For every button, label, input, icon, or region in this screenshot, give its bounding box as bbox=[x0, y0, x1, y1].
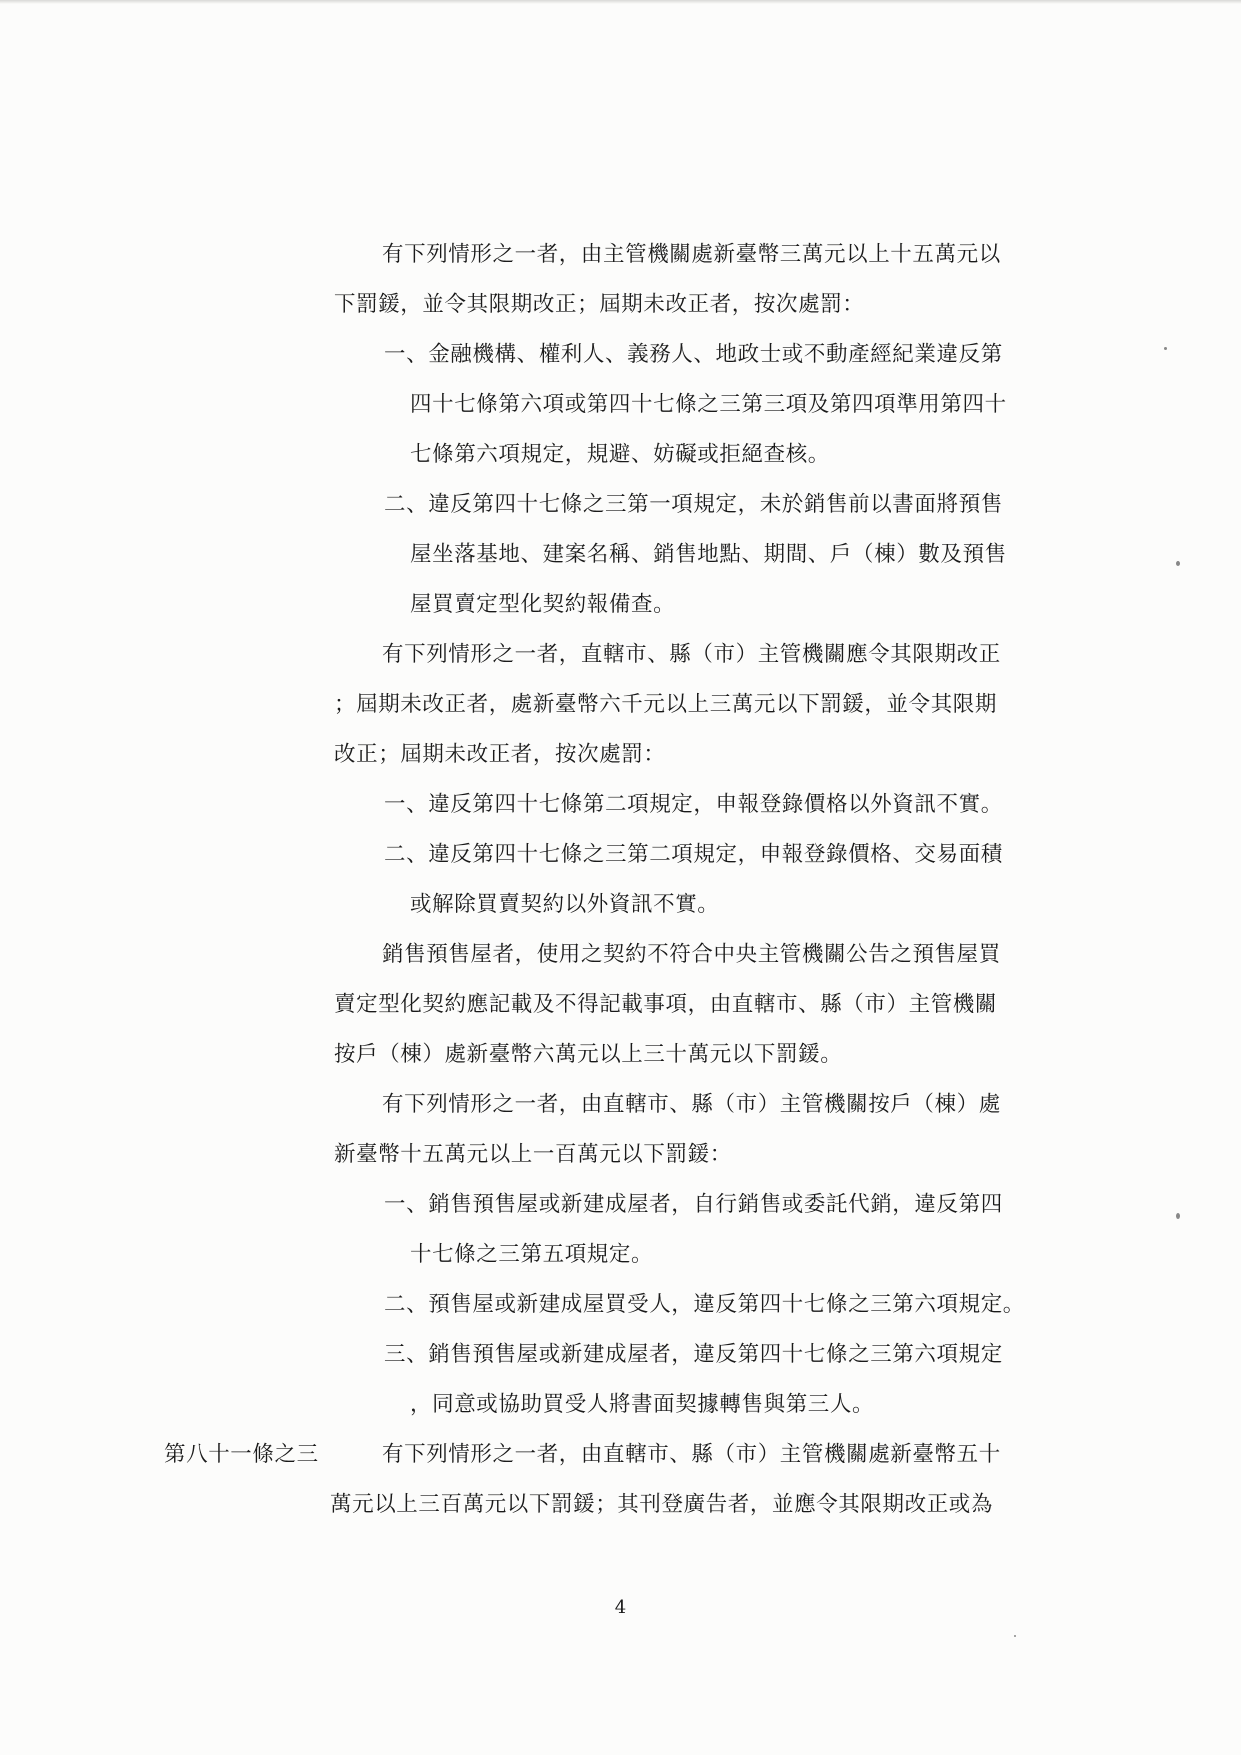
scan-edge bbox=[0, 0, 1241, 4]
article-label: 第八十一條之三 bbox=[164, 1442, 319, 1467]
text-line: ，同意或協助買受人將書面契據轉售與第三人。 bbox=[410, 1392, 875, 1417]
text-line: 二、違反第四十七條之三第一項規定，未於銷售前以書面將預售 bbox=[384, 492, 1003, 517]
text-line: 一、銷售預售屋或新建成屋者，自行銷售或委託代銷，違反第四 bbox=[384, 1192, 1003, 1217]
text-line: 四十七條第六項或第四十七條之三第三項及第四項準用第四十 bbox=[410, 392, 1007, 417]
text-line: 下罰鍰，並令其限期改正；屆期未改正者，按次處罰： bbox=[334, 292, 865, 317]
text-line: 改正；屆期未改正者，按次處罰： bbox=[334, 742, 666, 767]
text-line: 有下列情形之一者，直轄市、縣（市）主管機關應令其限期改正 bbox=[382, 642, 1001, 667]
text-line: ；屆期未改正者，處新臺幣六千元以上三萬元以下罰鍰，並令其限期 bbox=[334, 692, 998, 717]
text-line: 新臺幣十五萬元以上一百萬元以下罰鍰： bbox=[334, 1142, 732, 1167]
text-line: 屋買賣定型化契約報備查。 bbox=[410, 592, 676, 617]
text-line: 按戶（棟）處新臺幣六萬元以上三十萬元以下罰鍰。 bbox=[334, 1042, 843, 1067]
scan-speck bbox=[1014, 1635, 1016, 1637]
scan-speck bbox=[1176, 561, 1180, 566]
text-line: 有下列情形之一者，由直轄市、縣（市）主管機關按戶（棟）處 bbox=[382, 1092, 1001, 1117]
text-line: 一、違反第四十七條第二項規定，申報登錄價格以外資訊不實。 bbox=[384, 792, 1003, 817]
text-line: 萬元以上三百萬元以下罰鍰；其刊登廣告者，並應令其限期改正或為 bbox=[330, 1492, 994, 1517]
text-line: 一、金融機構、權利人、義務人、地政士或不動產經紀業違反第 bbox=[384, 342, 1003, 367]
text-line: 七條第六項規定，規避、妨礙或拒絕查核。 bbox=[410, 442, 830, 467]
text-line: 二、預售屋或新建成屋買受人，違反第四十七條之三第六項規定。 bbox=[384, 1292, 1025, 1317]
text-line: 有下列情形之一者，由直轄市、縣（市）主管機關處新臺幣五十 bbox=[382, 1442, 1001, 1467]
text-line: 三、銷售預售屋或新建成屋者，違反第四十七條之三第六項規定 bbox=[384, 1342, 1003, 1367]
text-line: 銷售預售屋者，使用之契約不符合中央主管機關公告之預售屋買 bbox=[382, 942, 1001, 967]
text-line: 或解除買賣契約以外資訊不實。 bbox=[410, 892, 720, 917]
text-line: 有下列情形之一者，由主管機關處新臺幣三萬元以上十五萬元以 bbox=[382, 242, 1001, 267]
text-line: 二、違反第四十七條之三第二項規定，申報登錄價格、交易面積 bbox=[384, 842, 1003, 867]
scan-speck bbox=[1164, 347, 1167, 350]
scan-speck bbox=[1176, 1213, 1180, 1219]
page-number: 4 bbox=[614, 1597, 627, 1618]
text-line: 十七條之三第五項規定。 bbox=[410, 1242, 654, 1267]
text-line: 賣定型化契約應記載及不得記載事項，由直轄市、縣（市）主管機關 bbox=[334, 992, 998, 1017]
text-line: 屋坐落基地、建案名稱、銷售地點、期間、戶（棟）數及預售 bbox=[410, 542, 1007, 567]
